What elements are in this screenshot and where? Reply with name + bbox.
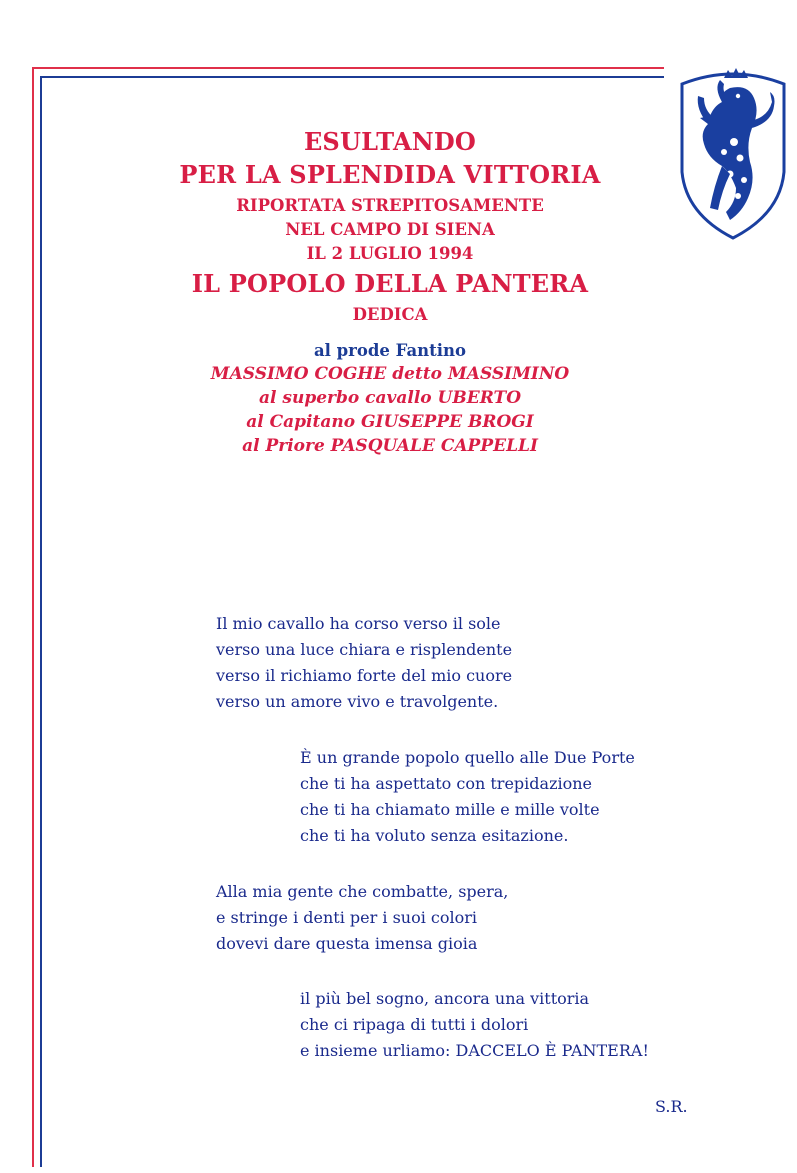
verse-line: e insieme urliamo: DACCELO È PANTERA!: [300, 1041, 649, 1060]
heading-campo: NEL CAMPO DI SIENA: [285, 220, 495, 239]
heading-date: IL 2 LUGLIO 1994: [306, 244, 474, 263]
verse-line: È un grande popolo quello alle Due Porte: [300, 748, 635, 767]
poem-stanza-2: [300, 745, 635, 849]
verse-line: dovevi dare questa imensa gioia: [216, 934, 478, 953]
frame-top-blue-line: [40, 76, 664, 78]
verse-line: e stringe i denti per i suoi colori: [216, 908, 478, 927]
verse-line: verso una luce chiara e risplendente: [216, 640, 513, 659]
dedication-horse: al superbo cavallo UBERTO: [259, 388, 521, 408]
verse-line: Il mio cavallo ha corso verso il sole: [216, 614, 501, 633]
verse-line: il più bel sogno, ancora una vittoria: [300, 989, 590, 1008]
verse-line: che ti ha chiamato mille e mille volte: [300, 800, 600, 819]
dedication-fantino: al prode Fantino: [313, 341, 467, 360]
heading-vittoria: PER LA SPLENDIDA VITTORIA: [179, 160, 601, 189]
signature: S.R.: [655, 1097, 688, 1116]
verse-line: che ti ha voluto senza esitazione.: [300, 826, 569, 845]
verse-line: che ti ha aspettato con trepidazione: [300, 774, 593, 793]
dedication-captain: al Capitano GIUSEPPE BROGI: [246, 412, 534, 432]
verse-line: Alla mia gente che combatte, spera,: [216, 882, 509, 901]
poem-stanza-1: [216, 611, 512, 715]
dedication-prior: al Priore PASQUALE CAPPELLI: [242, 436, 538, 456]
heading-esultando: ESULTANDO: [303, 127, 477, 156]
verse-line: che ci ripaga di tutti i dolori: [300, 1015, 529, 1034]
heading-popolo: IL POPOLO DELLA PANTERA: [191, 269, 589, 298]
poem-stanza-3: [216, 879, 508, 957]
verse-line: verso un amore vivo e travolgente.: [216, 692, 499, 711]
verse-line: verso il richiamo forte del mio cuore: [216, 666, 513, 685]
frame-left-red-line: [32, 67, 34, 1167]
heading-riportata: RIPORTATA STREPITOSAMENTE: [236, 196, 544, 215]
heading-dedica: DEDICA: [352, 305, 428, 324]
frame-left-blue-line: [40, 76, 42, 1167]
dedication-jockey: MASSIMO COGHE detto MASSIMINO: [210, 364, 570, 384]
frame-top-red-line: [32, 67, 664, 69]
poem-stanza-4: [300, 986, 649, 1064]
